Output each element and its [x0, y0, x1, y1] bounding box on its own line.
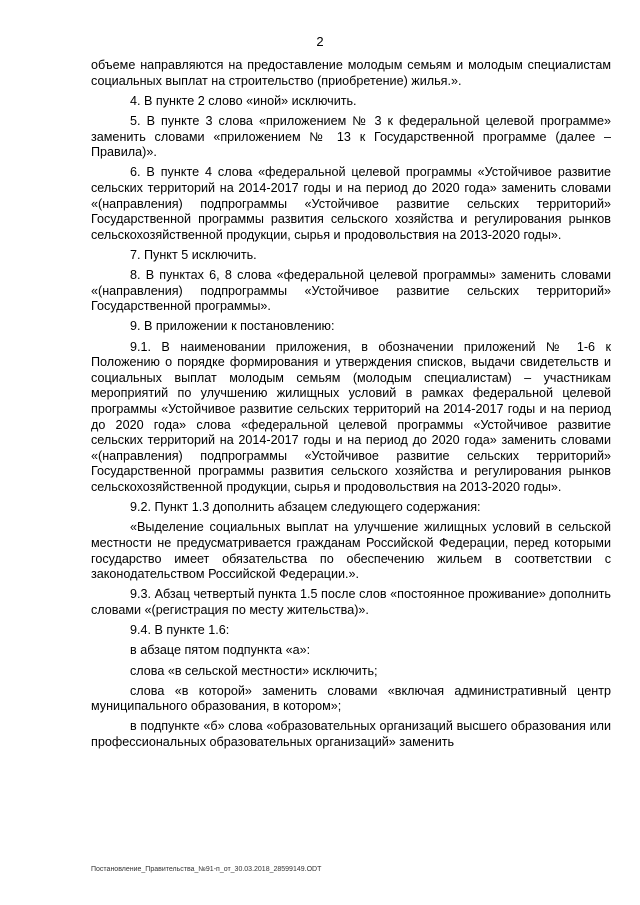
paragraph: 9.1. В наименовании приложения, в обозначении приложений № 1-6 к Положению о порядке формирования и утверждения списков, выдачи свидетельств и социальных выплат молодым семьям (молодым специалистам) – участникам мероприятий по улучшению жилищных условий в рамках федеральной целевой программы «Устойчивое развитие сельских территорий на 2014-2017 годы и на период до 2020 года» слова «федеральной целевой программы «Устойчивое развитие сельских территорий на 2014-2017 годы и на период до 2020 года» заменить словами «(направления) подпрограммы «Устойчивое развитие сельских территорий» Государственной программы развития сельского хозяйства и регулирования рынков сельскохозяйственной продукции, сырья и продовольствия на 2013-2020 годы». [91, 339, 611, 494]
paragraph: 9.3. Абзац четвертый пункта 1.5 после слов «постоянное проживание» дополнить словами «(регистрация по месту жительства)». [91, 587, 611, 617]
paragraph: в абзаце пятом подпункта «а»: [130, 643, 311, 658]
paragraph: «Выделение социальных выплат на улучшение жилищных условий в сельской местности не предусматривается гражданам Российской Федерации, перед которыми государство имеет обязательства по обеспечению жильем в соответствии с законодательством Российской Федерации.». [91, 520, 611, 582]
page-number: 2 [316, 34, 324, 49]
paragraph: 5. В пункте 3 слова «приложением № 3 к федеральной целевой программе» заменить словами «приложением № 13 к Государственной программе (далее – Правила)». [91, 113, 611, 160]
document-footer: Постановление_Правительства_№91-п_от_30.03.2018_28599149.ODT [91, 866, 322, 873]
paragraph: 9. В приложении к постановлению: [130, 319, 335, 334]
paragraph: в подпункте «б» слова «образовательных организаций высшего образования или профессиональных образовательных организаций» заменить [91, 719, 611, 750]
paragraph: 9.2. Пункт 1.3 дополнить абзацем следующего содержания: [130, 500, 481, 515]
document-body [91, 58, 611, 750]
paragraph: слова «в сельской местности» исключить; [130, 663, 378, 678]
paragraph: 4. В пункте 2 слово «иной» исключить. [130, 93, 357, 108]
paragraph: 7. Пункт 5 исключить. [130, 247, 257, 262]
paragraph: 9.4. В пункте 1.6: [130, 623, 230, 638]
paragraph: 8. В пунктах 6, 8 слова «федеральной целевой программы» заменить словами «(направления) подпрограммы «Устойчивое развитие сельских территорий» Государственной программы». [91, 268, 611, 314]
paragraph: слова «в которой» заменить словами «включая административный центр муниципального образования, в котором»; [91, 683, 611, 714]
paragraph: объеме направляются на предоставление молодым семьям и молодым специалистам социальных выплат на строительство (приобретение) жилья.». [91, 58, 611, 88]
paragraph: 6. В пункте 4 слова «федеральной целевой программы «Устойчивое развитие сельских территорий на 2014-2017 годы и на период до 2020 года» заменить словами «(направления) подпрограммы «Устойчивое развитие сельских территорий» Государственной программы развития сельского хозяйства и регулирования рынков сельскохозяйственной продукции, сырья и продовольствия на 2013-2020 годы». [91, 165, 611, 242]
